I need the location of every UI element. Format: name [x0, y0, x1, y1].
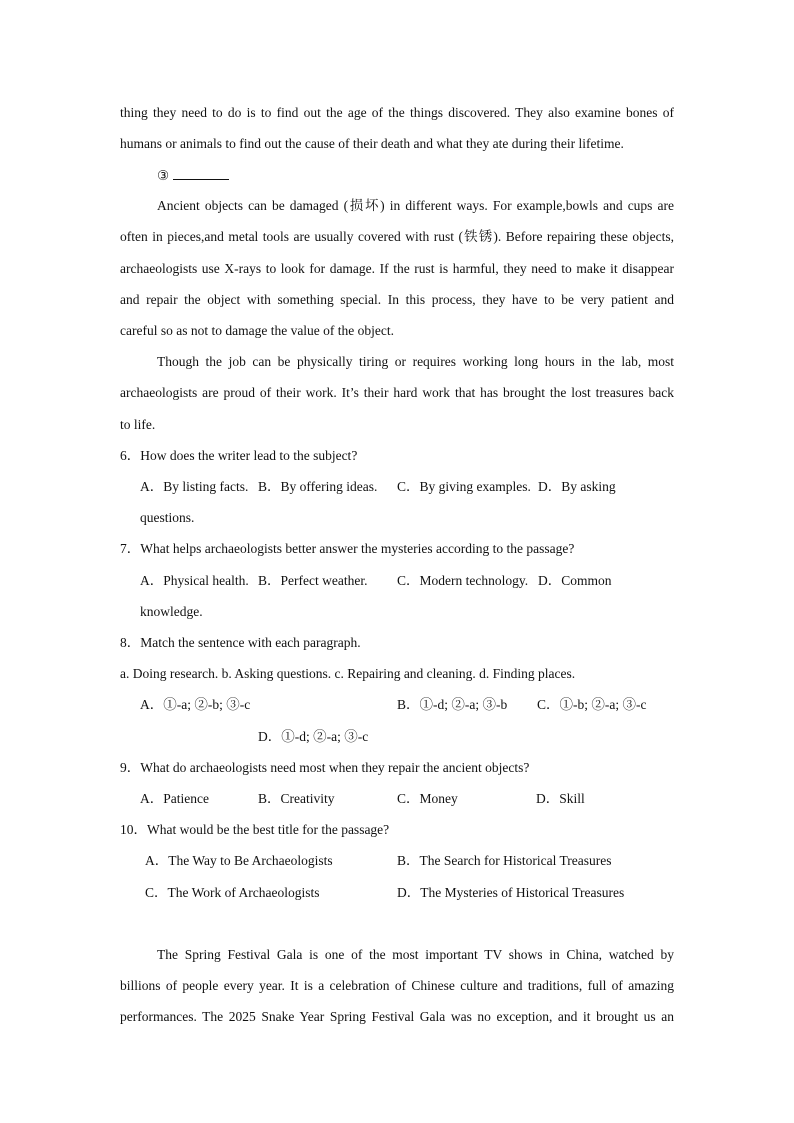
passage-line: to life.: [120, 417, 156, 432]
q7-option-d-continued: knowledge.: [140, 604, 203, 619]
passage-line: careful so as not to damage the value of the object.: [120, 323, 395, 338]
passage-line: often in pieces,and metal tools are usually covered with rust (铁锈). Before repairing these objects,: [120, 229, 674, 244]
question-7-stem: 7．What helps archaeologists better answer the mysteries according to the passage?: [120, 541, 575, 556]
question-6-stem: 6．How does the writer lead to the subject?: [120, 448, 358, 463]
q7-option-b[interactable]: B．Perfect weather.: [258, 573, 368, 588]
q6-option-c[interactable]: C．By giving examples.: [397, 479, 531, 494]
q6-option-a[interactable]: A．By listing facts.: [140, 479, 249, 494]
q8-option-d[interactable]: D．①-d; ②-a; ③-c: [258, 729, 369, 744]
passage-line: humans or animals to find out the cause of their death and what they ate during their lifetime.: [120, 136, 624, 151]
q6-option-b[interactable]: B．By offering ideas.: [258, 479, 378, 494]
q10-option-b[interactable]: B．The Search for Historical Treasures: [397, 853, 612, 868]
q6-option-d-continued: questions.: [140, 510, 195, 525]
q10-option-a[interactable]: A．The Way to Be Archaeologists: [145, 853, 333, 868]
q8-option-b[interactable]: B．①-d; ②-a; ③-b: [397, 697, 508, 712]
q9-option-d[interactable]: D．Skill: [536, 791, 585, 806]
next-passage-line: billions of people every year. It is a celebration of Chinese culture and traditions, full of amazing: [120, 978, 674, 993]
passage-line: thing they need to do is to find out the age of the things discovered. They also examine bones of: [120, 105, 674, 120]
q6-option-d[interactable]: D．By asking: [538, 479, 616, 494]
next-passage-line: The Spring Festival Gala is one of the most important TV shows in China, watched by: [157, 947, 674, 962]
answer-blank: [173, 166, 229, 180]
q10-option-d[interactable]: D．The Mysteries of Historical Treasures: [397, 885, 625, 900]
q8-option-a[interactable]: A．①-a; ②-b; ③-c: [140, 697, 251, 712]
q8-option-c[interactable]: C．①-b; ②-a; ③-c: [537, 697, 647, 712]
blank-number: ③: [157, 168, 170, 183]
passage-line: archaeologists use X-rays to look for damage. If the rust is harmful, they need to make it disappear: [120, 261, 674, 276]
passage-line: and repair the object with something special. In this process, they have to be very patient and: [120, 292, 674, 307]
next-passage-line: performances. The 2025 Snake Year Spring Festival Gala was no exception, and it brought us an: [120, 1009, 674, 1024]
paragraph-3-blank: [157, 166, 229, 185]
q10-option-c[interactable]: C．The Work of Archaeologists: [145, 885, 320, 900]
question-10-stem: 10．What would be the best title for the passage?: [120, 822, 390, 837]
q9-option-b[interactable]: B．Creativity: [258, 791, 335, 806]
q9-option-a[interactable]: A．Patience: [140, 791, 209, 806]
q7-option-a[interactable]: A．Physical health.: [140, 573, 249, 588]
passage-line: Ancient objects can be damaged (损坏) in different ways. For example,bowls and cups are: [157, 198, 674, 213]
q7-option-d[interactable]: D．Common: [538, 573, 612, 588]
question-8-stem: 8．Match the sentence with each paragraph.: [120, 635, 361, 650]
q9-option-c[interactable]: C．Money: [397, 791, 458, 806]
passage-line: Though the job can be physically tiring or requires working long hours in the lab, most: [157, 354, 674, 369]
question-9-stem: 9．What do archaeologists need most when they repair the ancient objects?: [120, 760, 530, 775]
q8-sentence-choices: a. Doing research. b. Asking questions. c. Repairing and cleaning. d. Finding places.: [120, 666, 576, 681]
passage-line: archaeologists are proud of their work. It’s their hard work that has brought the lost treasures back: [120, 385, 674, 400]
q7-option-c[interactable]: C．Modern technology.: [397, 573, 529, 588]
